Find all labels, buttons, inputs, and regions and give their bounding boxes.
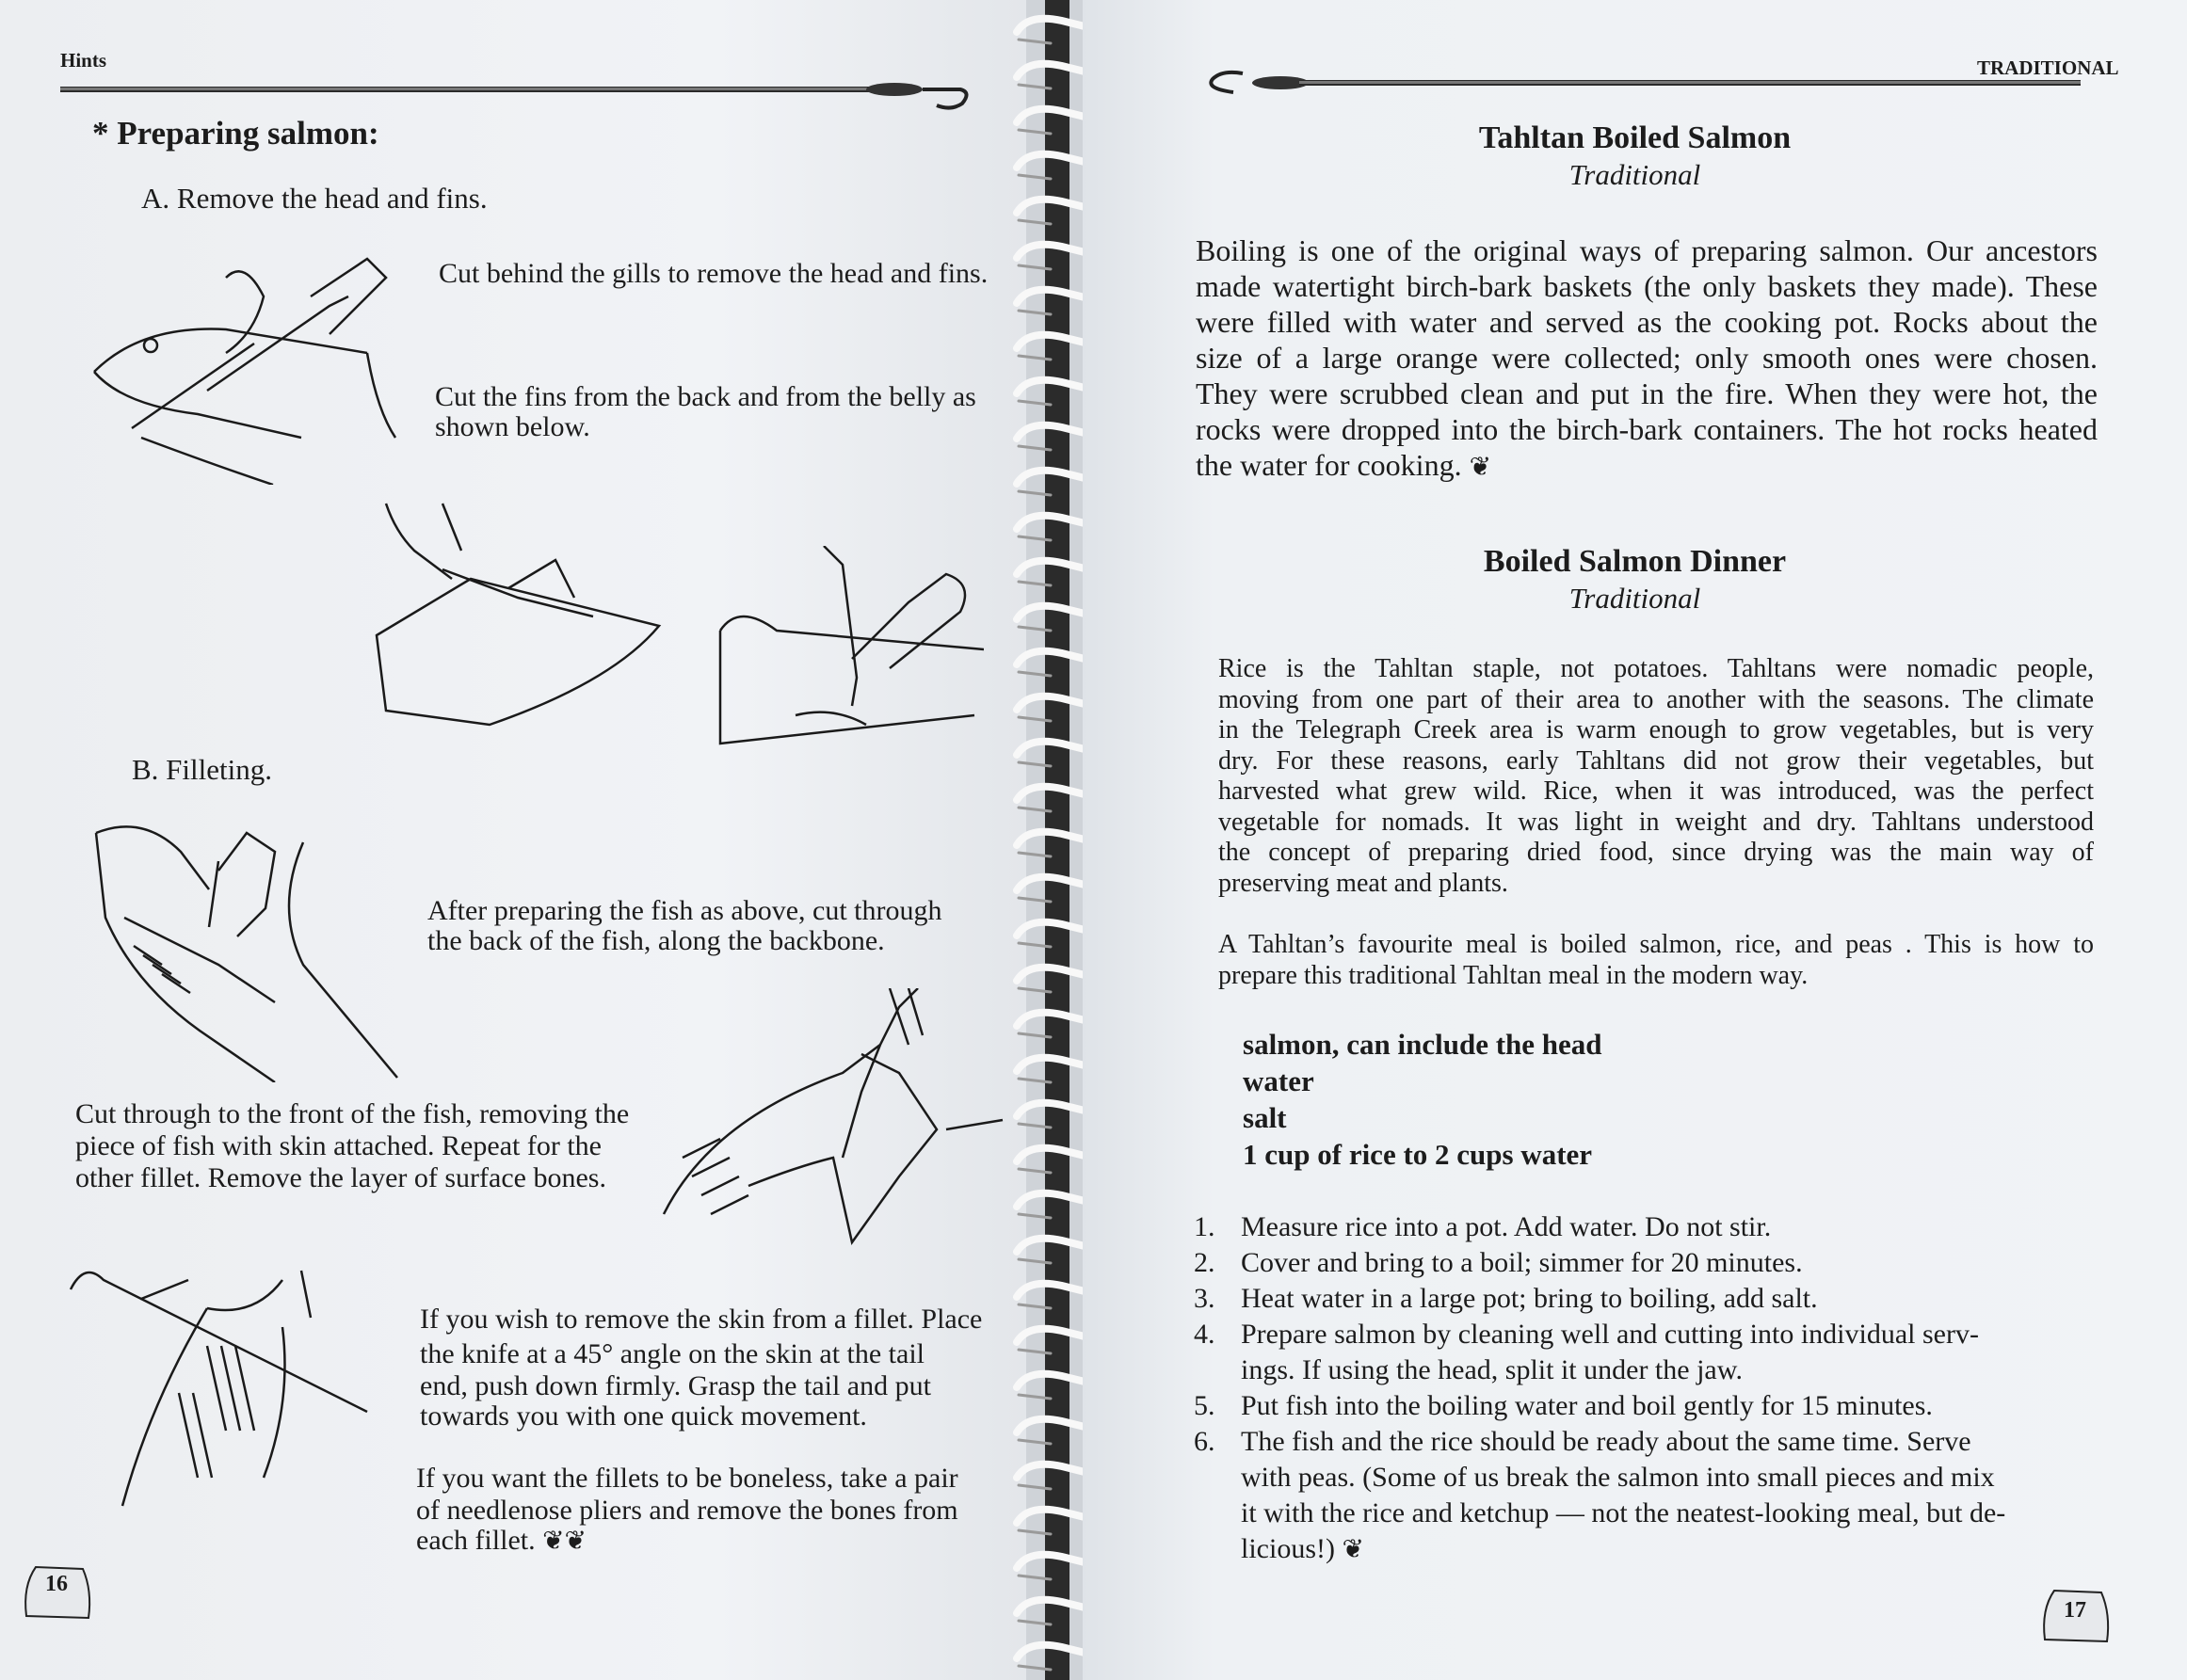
step-b-heading: B. Filleting. xyxy=(132,753,272,786)
step-item xyxy=(1194,1245,2098,1281)
salmon-end-mark-icon: ❦ xyxy=(1342,1535,1364,1564)
step-text: Heat water in a large pot; bring to boiling, add salt. xyxy=(1241,1283,1818,1314)
caption-gills: Cut behind the gills to remove the head and fins. xyxy=(439,258,989,289)
ingredients-list xyxy=(1243,1026,1602,1173)
intro-line: dry. For these reasons, early Tahltans did not grow their vegetables, but xyxy=(1218,745,2094,776)
step-text: licious!) xyxy=(1241,1533,1335,1564)
section-title: * Preparing salmon: xyxy=(92,115,379,152)
caption-skin-1: If you wish to remove the skin from a fillet. Place xyxy=(420,1304,983,1335)
step-number: 1. xyxy=(1194,1211,1215,1242)
step-item xyxy=(1194,1209,2098,1245)
recipe1-subtitle: Traditional xyxy=(1568,158,1701,191)
step-item xyxy=(1194,1424,2098,1568)
fin-cut-illustration xyxy=(367,494,678,729)
meal-line: A Tahltan’s favourite meal is boiled salmon, rice, and peas . This is how to xyxy=(1218,930,2094,959)
ingredient: salmon, can include the head xyxy=(1243,1028,1602,1061)
intro-line: harvested what grew wild. Rice, when it was introduced, was the perfect xyxy=(1218,776,2094,806)
recipe1-last-line xyxy=(1196,447,2098,486)
step-text: Measure rice into a pot. Add water. Do not stir. xyxy=(1241,1211,1772,1242)
backbone-cut-illustration xyxy=(87,814,407,1082)
caption-front-1: Cut through to the front of the fish, removing the xyxy=(75,1098,630,1129)
recipe1-body xyxy=(1196,232,2098,486)
caption-bones-1: If you want the fillets to be boneless, take a pair xyxy=(416,1463,958,1494)
recipe2-title: Boiled Salmon Dinner xyxy=(1483,544,1787,579)
caption-fins-2: shown below. xyxy=(435,411,590,442)
caption-front-3: other fillet. Remove the layer of surface bones. xyxy=(75,1162,606,1193)
step-number: 5. xyxy=(1194,1390,1215,1421)
page-number-right: 17 xyxy=(2064,1598,2086,1623)
belly-fin-cut-illustration xyxy=(701,546,984,753)
left-page xyxy=(0,0,1026,1680)
step-a-heading: A. Remove the head and fins. xyxy=(141,182,488,215)
ingredient: water xyxy=(1243,1064,1314,1097)
caption-bones-2: of needlenose pliers and remove the bones from xyxy=(416,1495,958,1526)
recipe1-line: rocks were dropped into the birch-bark containers. The hot rocks heated xyxy=(1196,412,2098,446)
ingredient: 1 cup of rice to 2 cups water xyxy=(1243,1138,1593,1171)
step-text: Put fish into the boiling water and boil gently for 15 minutes. xyxy=(1241,1390,1933,1421)
step-item xyxy=(1194,1317,2098,1388)
intro-line: the concept of preparing dried food, since drying was the main way of xyxy=(1218,838,2094,867)
step-last-line xyxy=(1241,1531,2098,1568)
right-page xyxy=(1083,0,2187,1680)
page-number-left: 16 xyxy=(45,1572,68,1596)
recipe1-line: They were scrubbed clean and put in the fire. When they were hot, the xyxy=(1196,376,2098,410)
salmon-end-mark-icon: ❦❦ xyxy=(542,1527,587,1556)
step-text: it with the rice and ketchup — not the neatest-looking meal, but de- xyxy=(1241,1497,2006,1528)
ingredient: salt xyxy=(1243,1101,1287,1134)
caption-skin-2: the knife at a 45° angle on the skin at the tail xyxy=(420,1338,925,1369)
meal-line: prepare this traditional Tahltan meal in the modern way. xyxy=(1218,960,1809,990)
step-number: 6. xyxy=(1194,1426,1215,1457)
fish-head-cut-illustration xyxy=(85,240,414,485)
fishing-gaff-rule-icon-right xyxy=(1196,66,2090,104)
caption-front-2: piece of fish with skin attached. Repeat for the xyxy=(75,1130,602,1161)
fillet-removal-illustration xyxy=(654,988,1012,1252)
caption-skin-3: end, push down firmly. Grasp the tail and put xyxy=(420,1370,931,1401)
step-item xyxy=(1194,1388,2098,1424)
salmon-end-mark-icon: ❦ xyxy=(1469,453,1492,482)
skin-removal-illustration xyxy=(66,1261,386,1515)
recipe1-title: Tahltan Boiled Salmon xyxy=(1478,120,1792,155)
running-head-right: TRADITIONAL xyxy=(1977,56,2119,79)
step-number: 4. xyxy=(1194,1319,1215,1350)
caption-bones-3-row xyxy=(416,1525,587,1558)
step-text: Cover and bring to a boil; simmer for 20 minutes. xyxy=(1241,1247,1803,1278)
recipe2-intro xyxy=(1218,654,2094,899)
running-head-left: Hints xyxy=(60,49,107,72)
steps-list xyxy=(1194,1209,2098,1568)
intro-line: preserving meat and plants. xyxy=(1218,868,1508,898)
step-text: Prepare salmon by cleaning well and cutting into individual serv- xyxy=(1241,1319,1979,1350)
step-item xyxy=(1194,1281,2098,1317)
intro-line: vegetable for nomads. It was light in weight and dry. Tahltans understood xyxy=(1218,807,2094,837)
step-text: The fish and the rice should be ready about the same time. Serve xyxy=(1241,1426,1971,1457)
caption-fins-1: Cut the fins from the back and from the belly as xyxy=(435,381,976,412)
caption-bones-3: each fillet. xyxy=(416,1525,536,1556)
step-number: 2. xyxy=(1194,1247,1215,1278)
caption-back-1: After preparing the fish as above, cut through xyxy=(427,895,942,926)
recipe1-line: were filled with water and served as the cooking pot. Rocks about the xyxy=(1196,305,2098,339)
recipe1-line: the water for cooking. xyxy=(1196,448,1462,482)
recipe2-subtitle: Traditional xyxy=(1568,582,1701,615)
intro-line: moving from one part of their area to another with the seasons. The climate xyxy=(1218,684,2094,714)
step-number: 3. xyxy=(1194,1283,1215,1314)
recipe1-line: Boiling is one of the original ways of preparing salmon. Our ancestors xyxy=(1196,233,2098,267)
step-text: with peas. (Some of us break the salmon into small pieces and mix xyxy=(1241,1462,1995,1493)
step-text: ings. If using the head, split it under the jaw. xyxy=(1241,1354,1743,1385)
recipe1-line: size of a large orange were collected; only smooth ones were chosen. xyxy=(1196,341,2098,375)
fishing-gaff-rule-icon xyxy=(56,79,970,117)
caption-skin-4: towards you with one quick movement. xyxy=(420,1400,867,1432)
recipe2-meal xyxy=(1218,930,2094,991)
caption-back-2: the back of the fish, along the backbone. xyxy=(427,925,885,956)
intro-line: in the Telegraph Creek area is warm enough to grow vegetables, but is very xyxy=(1218,715,2094,744)
intro-line: Rice is the Tahltan staple, not potatoes. Tahltans were nomadic people, xyxy=(1218,654,2094,683)
recipe1-line: made watertight birch-bark baskets (the only baskets they made). These xyxy=(1196,269,2098,303)
